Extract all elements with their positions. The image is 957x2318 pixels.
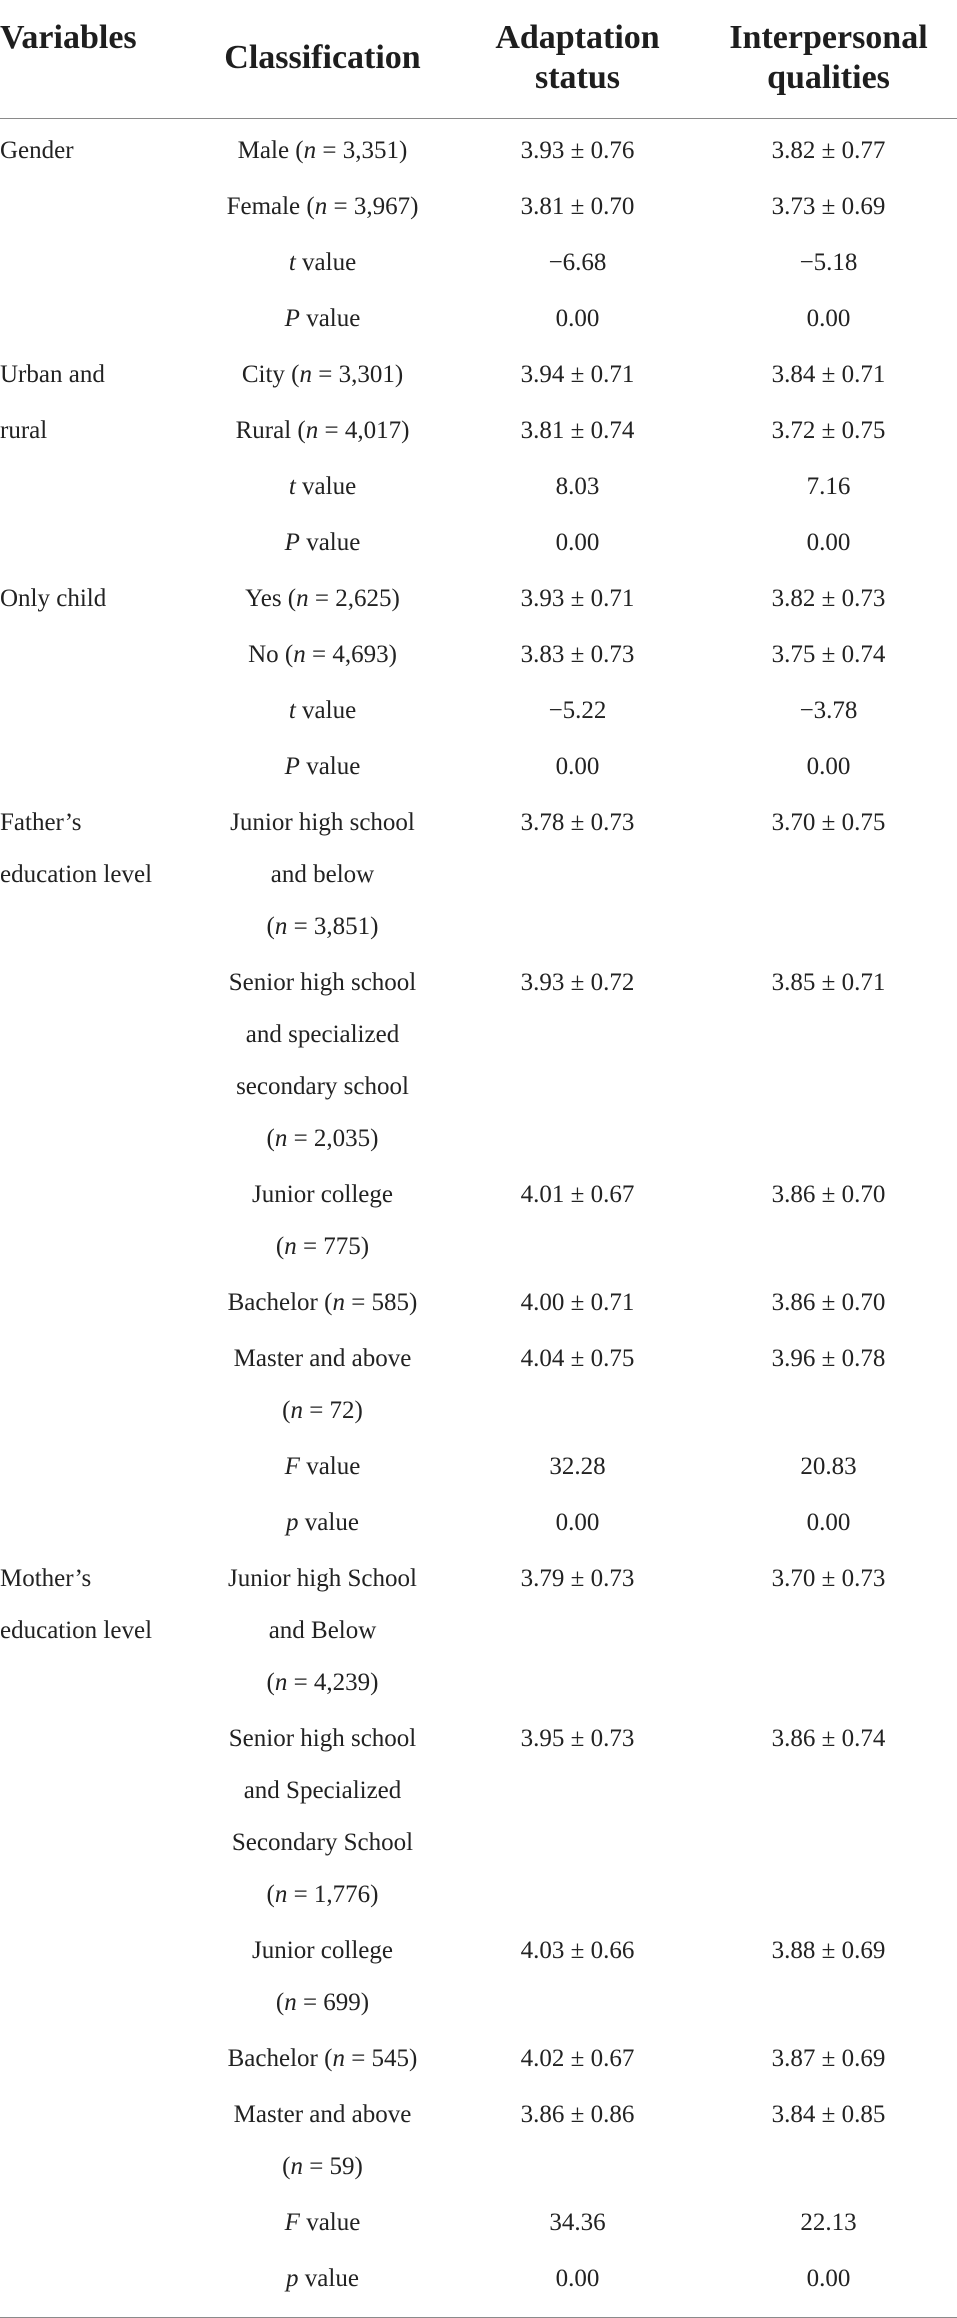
classification-text: value	[298, 2265, 359, 2292]
statistic-symbol: n	[305, 417, 319, 444]
classification-text: value	[295, 249, 357, 276]
interpersonal-qualities-cell: 3.85 ± 0.71	[771, 969, 886, 996]
statistic-symbol: P	[284, 305, 300, 332]
statistic-symbol: n	[332, 1289, 345, 1316]
classification-line	[190, 1497, 455, 1549]
statistic-symbol: P	[284, 753, 300, 780]
classification-line	[190, 797, 455, 849]
classification-line	[190, 1333, 455, 1385]
classification-line	[190, 573, 455, 625]
statistic-symbol: n	[296, 585, 309, 612]
statistic-symbol: F	[284, 1453, 300, 1480]
table-row	[0, 1437, 957, 1493]
variable-cell	[0, 289, 190, 345]
classification-text: Senior high school	[228, 969, 417, 996]
header-classification: Classification	[190, 0, 455, 119]
classification-cell	[190, 513, 455, 569]
classification-text: = 699)	[296, 1989, 370, 2016]
classification-line	[190, 1277, 455, 1329]
classification-text: (	[266, 913, 275, 940]
variable-cell	[0, 2029, 190, 2085]
classification-cell	[190, 119, 455, 178]
classification-text: = 3,301)	[311, 361, 404, 388]
adaptation-status-cell: 32.28	[549, 1453, 606, 1480]
classification-line	[190, 901, 455, 953]
classification-cell	[190, 177, 455, 233]
interpersonal-qualities-cell: 3.82 ± 0.77	[771, 137, 886, 164]
variable-cell	[0, 513, 190, 569]
adaptation-status-cell: 3.94 ± 0.71	[520, 361, 635, 388]
classification-text: Junior college	[252, 1181, 393, 1208]
table-row	[0, 1165, 957, 1273]
statistic-symbol: t	[288, 697, 296, 724]
statistic-symbol: n	[274, 1669, 288, 1696]
interpersonal-qualities-cell: −5.18	[799, 249, 858, 276]
table-row	[0, 1493, 957, 1549]
table-row	[0, 737, 957, 793]
classification-text: Senior high school	[228, 1725, 417, 1752]
statistic-symbol: P	[284, 529, 300, 556]
classification-line	[190, 2141, 455, 2193]
classification-line	[190, 1169, 455, 1221]
classification-text: (	[275, 1233, 285, 1260]
variable-label: rural	[0, 417, 48, 444]
variable-label: education level	[0, 1617, 153, 1644]
table-row	[0, 1329, 957, 1437]
variable-cell	[0, 1437, 190, 1493]
adaptation-status-cell: −6.68	[548, 249, 607, 276]
interpersonal-qualities-cell: 20.83	[800, 1453, 857, 1480]
classification-line	[190, 1869, 455, 1921]
adaptation-status-cell: −5.22	[548, 697, 607, 724]
variable-cell	[0, 681, 190, 737]
classification-line	[190, 349, 455, 401]
variable-label: Urban and	[0, 361, 105, 388]
statistic-symbol: n	[274, 1881, 288, 1908]
statistic-symbol: n	[290, 1397, 303, 1424]
classification-line	[190, 1713, 455, 1765]
adaptation-status-cell: 3.95 ± 0.73	[520, 1725, 635, 1752]
variable-cell	[0, 1493, 190, 1549]
classification-text: = 4,017)	[318, 417, 410, 444]
table-row	[0, 569, 957, 625]
interpersonal-qualities-cell: 0.00	[806, 753, 851, 780]
classification-text: = 1,776)	[287, 1881, 379, 1908]
table-row	[0, 289, 957, 345]
statistic-symbol: t	[288, 249, 296, 276]
classification-cell	[190, 1329, 455, 1437]
classification-text: value	[299, 305, 361, 332]
interpersonal-qualities-cell: 3.84 ± 0.71	[771, 361, 886, 388]
variable-cell	[0, 401, 190, 457]
adaptation-status-cell: 4.03 ± 0.66	[520, 1937, 635, 1964]
interpersonal-qualities-cell: 22.13	[800, 2209, 857, 2236]
classification-line	[190, 2253, 455, 2305]
classification-text: value	[299, 753, 361, 780]
statistic-symbol: n	[293, 641, 306, 668]
classification-line	[190, 1605, 455, 1657]
variable-label: Father’s	[0, 809, 82, 836]
variable-cell	[0, 1709, 190, 1921]
classification-text: = 3,967)	[327, 193, 419, 220]
interpersonal-qualities-cell: 3.87 ± 0.69	[771, 2045, 886, 2072]
variable-cell	[0, 1921, 190, 2029]
variable-cell	[0, 2085, 190, 2193]
variable-label: Gender	[0, 137, 74, 164]
classification-line	[190, 1817, 455, 1869]
classification-cell	[190, 737, 455, 793]
classification-line	[190, 1553, 455, 1605]
table-row	[0, 2085, 957, 2193]
classification-line	[190, 1221, 455, 1273]
adaptation-status-cell: 4.01 ± 0.67	[520, 1181, 635, 1208]
interpersonal-qualities-cell: 3.70 ± 0.73	[771, 1565, 886, 1592]
table-row	[0, 793, 957, 953]
classification-text: = 775)	[296, 1233, 370, 1260]
variable-cell	[0, 177, 190, 233]
variable-cell	[0, 2193, 190, 2249]
variable-cell	[0, 1549, 190, 1709]
classification-text: Rural (	[235, 417, 306, 444]
classification-line	[190, 517, 455, 569]
classification-line	[190, 957, 455, 1009]
classification-cell	[190, 793, 455, 953]
classification-line	[190, 1977, 455, 2029]
interpersonal-qualities-cell: 0.00	[806, 1509, 851, 1536]
header-interpersonal-line1: Interpersonal	[729, 19, 928, 56]
classification-cell	[190, 1273, 455, 1329]
statistic-symbol: F	[284, 2209, 300, 2236]
variable-label: education level	[0, 861, 153, 888]
classification-text: (	[282, 1397, 291, 1424]
statistic-symbol: t	[288, 473, 296, 500]
classification-text: = 3,351)	[316, 137, 408, 164]
classification-text: (	[275, 1989, 285, 2016]
statistic-symbol: n	[290, 2153, 303, 2180]
interpersonal-qualities-cell: 3.72 ± 0.75	[771, 417, 886, 444]
classification-line	[190, 181, 455, 233]
table-header	[0, 0, 957, 119]
variable-cell	[0, 1165, 190, 1273]
statistic-symbol: n	[332, 2045, 345, 2072]
classification-line	[190, 2089, 455, 2141]
classification-text: = 2,625)	[308, 585, 400, 612]
interpersonal-qualities-cell: 0.00	[806, 529, 851, 556]
statistic-symbol: n	[314, 193, 328, 220]
adaptation-status-cell: 3.93 ± 0.71	[520, 585, 635, 612]
classification-text: Junior high School	[228, 1565, 417, 1592]
classification-text: City (	[241, 361, 300, 388]
table-row	[0, 625, 957, 681]
variable-cell	[0, 737, 190, 793]
adaptation-status-cell: 0.00	[555, 1509, 600, 1536]
classification-line	[190, 741, 455, 793]
classification-text: Bachelor (	[227, 1289, 333, 1316]
header-adaptation-line2: status	[534, 59, 621, 96]
classification-text: value	[299, 529, 361, 556]
interpersonal-qualities-cell: 3.70 ± 0.75	[771, 809, 886, 836]
interpersonal-qualities-cell: 3.86 ± 0.70	[771, 1181, 886, 1208]
classification-cell	[190, 953, 455, 1165]
classification-text: and specialized	[245, 1021, 400, 1048]
classification-text: = 4,693)	[305, 641, 397, 668]
adaptation-status-cell: 0.00	[555, 753, 600, 780]
interpersonal-qualities-cell: 0.00	[806, 2265, 851, 2292]
adaptation-status-cell: 3.93 ± 0.72	[520, 969, 635, 996]
interpersonal-qualities-cell: 3.86 ± 0.74	[771, 1725, 886, 1752]
interpersonal-qualities-cell: 0.00	[806, 305, 851, 332]
classification-line	[190, 405, 455, 457]
classification-line	[190, 125, 455, 177]
classification-cell	[190, 569, 455, 625]
variable-cell	[0, 625, 190, 681]
classification-line	[190, 629, 455, 681]
adaptation-status-cell: 4.02 ± 0.67	[520, 2045, 635, 2072]
adaptation-status-cell: 34.36	[549, 2209, 606, 2236]
variable-label: Only child	[0, 585, 107, 612]
classification-text: Female (	[226, 193, 315, 220]
classification-text: Master and above	[233, 2101, 412, 2128]
table-row	[0, 345, 957, 401]
table-row	[0, 513, 957, 569]
classification-text: (	[282, 2153, 291, 2180]
adaptation-status-cell: 0.00	[555, 529, 600, 556]
interpersonal-qualities-cell: 7.16	[806, 473, 851, 500]
classification-line	[190, 685, 455, 737]
variable-cell	[0, 569, 190, 625]
statistic-symbol: p	[286, 2265, 299, 2292]
table-row	[0, 1549, 957, 1709]
adaptation-status-cell: 8.03	[555, 473, 600, 500]
variable-cell	[0, 953, 190, 1165]
classification-cell	[190, 2029, 455, 2085]
table-body	[0, 119, 957, 2318]
interpersonal-qualities-cell: 3.82 ± 0.73	[771, 585, 886, 612]
table-row	[0, 2029, 957, 2085]
header-interpersonal-line2: qualities	[767, 59, 890, 96]
variable-cell	[0, 1329, 190, 1437]
classification-text: value	[295, 473, 357, 500]
table-row	[0, 1273, 957, 1329]
variable-cell	[0, 1273, 190, 1329]
classification-cell	[190, 1549, 455, 1709]
variable-cell	[0, 119, 190, 178]
statistic-symbol: n	[274, 1125, 288, 1152]
adaptation-status-cell: 0.00	[555, 305, 600, 332]
interpersonal-qualities-cell: 3.86 ± 0.70	[771, 1289, 886, 1316]
classification-cell	[190, 1921, 455, 2029]
classification-cell	[190, 289, 455, 345]
classification-cell	[190, 1709, 455, 1921]
statistic-symbol: n	[303, 137, 317, 164]
classification-line	[190, 1925, 455, 1977]
classification-text: Male (	[237, 137, 304, 164]
table-row	[0, 457, 957, 513]
classification-line	[190, 461, 455, 513]
header-variables: Variables	[0, 0, 190, 119]
classification-cell	[190, 401, 455, 457]
classification-text: = 585)	[344, 1289, 418, 1316]
classification-text: secondary school	[236, 1073, 409, 1100]
table-row	[0, 233, 957, 289]
classification-line	[190, 1009, 455, 1061]
adaptation-status-cell: 3.81 ± 0.74	[520, 417, 635, 444]
statistic-symbol: p	[286, 1509, 299, 1536]
variable-cell	[0, 457, 190, 513]
classification-cell	[190, 681, 455, 737]
classification-cell	[190, 625, 455, 681]
classification-cell	[190, 233, 455, 289]
interpersonal-qualities-cell: 3.84 ± 0.85	[771, 2101, 886, 2128]
adaptation-status-cell: 4.04 ± 0.75	[520, 1345, 635, 1372]
classification-line	[190, 293, 455, 345]
statistic-symbol: n	[274, 913, 288, 940]
classification-text: and below	[270, 861, 375, 888]
variable-cell	[0, 233, 190, 289]
classification-text: value	[298, 1509, 359, 1536]
table-row	[0, 953, 957, 1165]
classification-line	[190, 849, 455, 901]
classification-text: value	[299, 2209, 361, 2236]
table-row	[0, 2193, 957, 2249]
classification-text: (	[266, 1125, 275, 1152]
classification-cell	[190, 457, 455, 513]
classification-text: (	[266, 1669, 275, 1696]
adaptation-status-cell: 3.81 ± 0.70	[520, 193, 635, 220]
classification-text: value	[299, 1453, 361, 1480]
adaptation-status-cell: 4.00 ± 0.71	[520, 1289, 635, 1316]
interpersonal-qualities-cell: −3.78	[799, 697, 858, 724]
table-row	[0, 177, 957, 233]
variable-label: Mother’s	[0, 1565, 92, 1592]
variable-cell	[0, 345, 190, 401]
table-row	[0, 1709, 957, 1921]
classification-line	[190, 1061, 455, 1113]
variable-cell	[0, 2249, 190, 2317]
header-adaptation-line1: Adaptation	[495, 19, 660, 56]
classification-line	[190, 237, 455, 289]
classification-text: Junior college	[252, 1937, 393, 1964]
classification-text: and Below	[268, 1617, 377, 1644]
header-row	[0, 0, 957, 119]
classification-text: Master and above	[233, 1345, 412, 1372]
classification-text: (	[266, 1881, 275, 1908]
statistic-symbol: n	[284, 1233, 297, 1260]
table-row	[0, 119, 957, 178]
classification-line	[190, 1657, 455, 1709]
header-adaptation-status	[455, 0, 700, 119]
classification-text: Junior high school	[230, 809, 415, 836]
table-row	[0, 681, 957, 737]
classification-text: = 72)	[302, 1397, 363, 1424]
classification-text: Yes (	[245, 585, 297, 612]
classification-text: value	[295, 697, 357, 724]
classification-text: and Specialized	[243, 1777, 402, 1804]
classification-cell	[190, 2193, 455, 2249]
classification-text: Bachelor (	[227, 2045, 333, 2072]
classification-cell	[190, 1437, 455, 1493]
adaptation-status-cell: 3.86 ± 0.86	[520, 2101, 635, 2128]
classification-cell	[190, 2249, 455, 2317]
classification-line	[190, 1385, 455, 1437]
classification-cell	[190, 2085, 455, 2193]
statistic-symbol: n	[284, 1989, 297, 2016]
classification-line	[190, 1765, 455, 1817]
classification-text: = 2,035)	[287, 1125, 379, 1152]
table-row	[0, 2249, 957, 2317]
classification-cell	[190, 1493, 455, 1549]
adaptation-status-cell: 3.78 ± 0.73	[520, 809, 635, 836]
adaptation-status-cell: 3.79 ± 0.73	[520, 1565, 635, 1592]
header-interpersonal-qualities	[700, 0, 957, 119]
classification-text: Secondary School	[231, 1829, 414, 1856]
classification-text: = 545)	[344, 2045, 418, 2072]
classification-cell	[190, 1165, 455, 1273]
classification-text: No (	[248, 641, 294, 668]
classification-text: = 59)	[302, 2153, 363, 2180]
table-row	[0, 401, 957, 457]
classification-line	[190, 1113, 455, 1165]
classification-cell	[190, 345, 455, 401]
table-row	[0, 1921, 957, 2029]
adaptation-status-cell: 3.83 ± 0.73	[520, 641, 635, 668]
interpersonal-qualities-cell: 3.96 ± 0.78	[771, 1345, 886, 1372]
interpersonal-qualities-cell: 3.75 ± 0.74	[771, 641, 886, 668]
adaptation-status-cell: 0.00	[555, 2265, 600, 2292]
interpersonal-qualities-cell: 3.88 ± 0.69	[771, 1937, 886, 1964]
classification-line	[190, 2197, 455, 2249]
classification-line	[190, 1441, 455, 1493]
classification-text: = 4,239)	[287, 1669, 379, 1696]
classification-line	[190, 2033, 455, 2085]
statistic-symbol: n	[299, 361, 312, 388]
classification-text: = 3,851)	[287, 913, 379, 940]
variable-cell	[0, 793, 190, 953]
interpersonal-qualities-cell: 3.73 ± 0.69	[771, 193, 886, 220]
adaptation-status-cell: 3.93 ± 0.76	[520, 137, 635, 164]
